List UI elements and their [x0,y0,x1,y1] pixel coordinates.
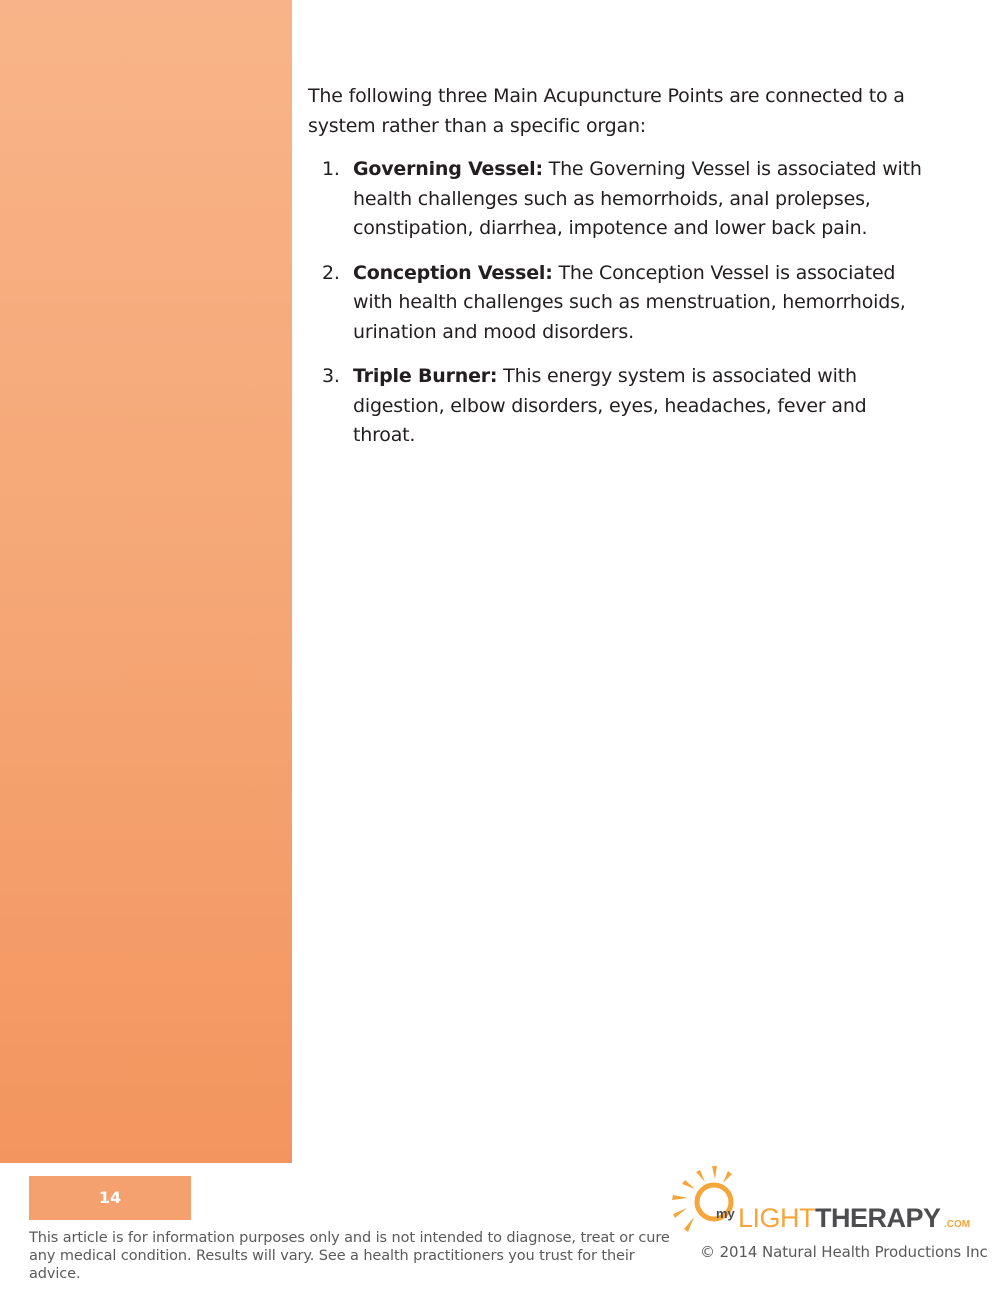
disclaimer-line: This article is for information purposes only and is not intended to diagnose, treat or cure [29,1230,670,1246]
list-number: 1. [322,158,340,180]
point-term: Triple Burner: [353,365,498,387]
page-number-badge: 14 [29,1176,191,1220]
point-description: The Governing Vessel is associated with health challenges such as hemorrhoids, anal prolepses, constipation, diarrhea, impotence and lower back pain. [353,158,922,239]
disclaimer-line: any medical condition. Results will vary. See a health practitioners you trust for their advice. [29,1248,635,1282]
list-number: 3. [322,365,340,387]
intro-paragraph: The following three Main Acupuncture Points are connected to a system rather than a specific organ: [308,85,905,137]
logo-text-therapy: THERAPY [815,1203,941,1233]
point-description: The Conception Vessel is associated with health challenges such as menstruation, hemorrhoids, urination and mood disorders. [353,261,906,343]
list-item [308,155,928,244]
point-description: This energy system is associated with digestion, elbow disorders, eyes, headaches, fever and throat. [353,365,867,446]
logo-text-light: LIGHT [738,1203,816,1233]
list-number: 2. [322,261,340,284]
disclaimer [29,1229,679,1283]
side-color-band [0,0,292,1163]
point-term: Conception Vessel: [353,261,553,284]
acupuncture-points-list [308,155,928,451]
mylighttherapy-logo [668,1166,978,1238]
logo-text-com: .COM [944,1219,971,1230]
logo-text-my: my [716,1206,735,1221]
copyright-notice: © 2014 Natural Health Productions Inc [700,1243,988,1261]
point-term: Governing Vessel: [353,158,543,180]
sun-icon [672,1166,732,1232]
main-content [308,82,928,466]
list-item [308,259,928,348]
list-item [308,362,928,451]
